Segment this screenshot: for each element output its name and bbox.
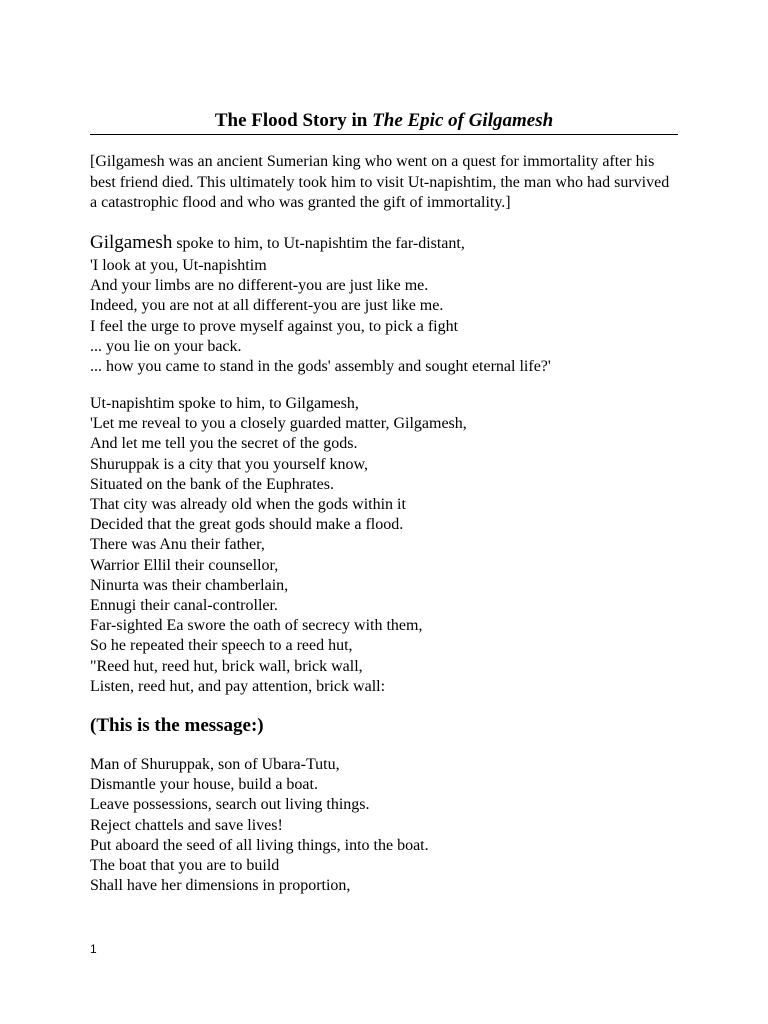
verse-line: That city was already old when the gods within it — [90, 496, 406, 514]
verse-line: So he repeated their speech to a reed hut, — [90, 637, 353, 655]
verse-line: Shall have her dimensions in proportion, — [90, 877, 351, 895]
message-heading: (This is the message:) — [90, 715, 264, 736]
verse-line: Warrior Ellil their counsellor, — [90, 556, 279, 574]
document-title — [90, 109, 678, 133]
stanza-message — [90, 755, 690, 896]
stanza1-first-line — [90, 231, 690, 256]
page-number: 1 — [90, 942, 97, 956]
verse-line: ... how you came to stand in the gods' assembly and sought eternal life?' — [90, 358, 551, 376]
intro-paragraph: [Gilgamesh was an ancient Sumerian king who went on a quest for immortality after his best friend died. This ultimately took him to visit Ut-napishtim, the man who had survived a catastrophic flood and who was granted the gift of immortality.] — [90, 153, 670, 211]
verse-line: ... you lie on your back. — [90, 337, 242, 355]
title-underline-block — [90, 109, 678, 135]
stanza-gilgamesh — [90, 231, 690, 377]
verse-line: "Reed hut, reed hut, brick wall, brick wall, — [90, 657, 363, 675]
verse-line: Leave possessions, search out living things. — [90, 796, 370, 814]
verse-line: 'Let me reveal to you a closely guarded matter, Gilgamesh, — [90, 415, 467, 433]
verse-line: Ennugi their canal-controller. — [90, 597, 278, 615]
verse-line: Situated on the bank of the Euphrates. — [90, 475, 334, 493]
verse-line: The boat that you are to build — [90, 857, 280, 875]
title-italic: The Epic of Gilgamesh — [372, 110, 554, 131]
verse-line: And let me tell you the secret of the gods. — [90, 435, 358, 453]
verse-line: Shuruppak is a city that you yourself know, — [90, 455, 369, 473]
verse-line: Ninurta was their chamberlain, — [90, 576, 289, 594]
verse-line: Far-sighted Ea swore the oath of secrecy with them, — [90, 617, 423, 635]
verse-line: And your limbs are no different-you are just like me. — [90, 277, 429, 295]
stanza-ut-napishtim — [90, 394, 690, 697]
verse-line: Decided that the great gods should make a flood. — [90, 516, 404, 534]
verse-line: There was Anu their father, — [90, 536, 265, 554]
verse-line: 'I look at you, Ut-napishtim — [90, 257, 267, 274]
verse-line: Dismantle your house, build a boat. — [90, 776, 318, 794]
verse-line: Indeed, you are not at all different-you are just like me. — [90, 297, 444, 315]
verse-line: I feel the urge to prove myself against you, to pick a fight — [90, 317, 459, 335]
verse-line: Put aboard the seed of all living things, into the boat. — [90, 836, 429, 854]
verse-line: Reject chattels and save lives! — [90, 816, 283, 834]
speaker-name: Gilgamesh — [90, 232, 173, 253]
verse-line: Ut-napishtim spoke to him, to Gilgamesh, — [90, 395, 359, 412]
verse-line: Listen, reed hut, and pay attention, brick wall: — [90, 677, 386, 695]
title-prefix: The Flood Story in — [214, 110, 373, 131]
verse-line: Man of Shuruppak, son of Ubara-Tutu, — [90, 756, 340, 773]
stanza1-first-line-rest: spoke to him, to Ut-napishtim the far-distant, — [172, 235, 465, 252]
